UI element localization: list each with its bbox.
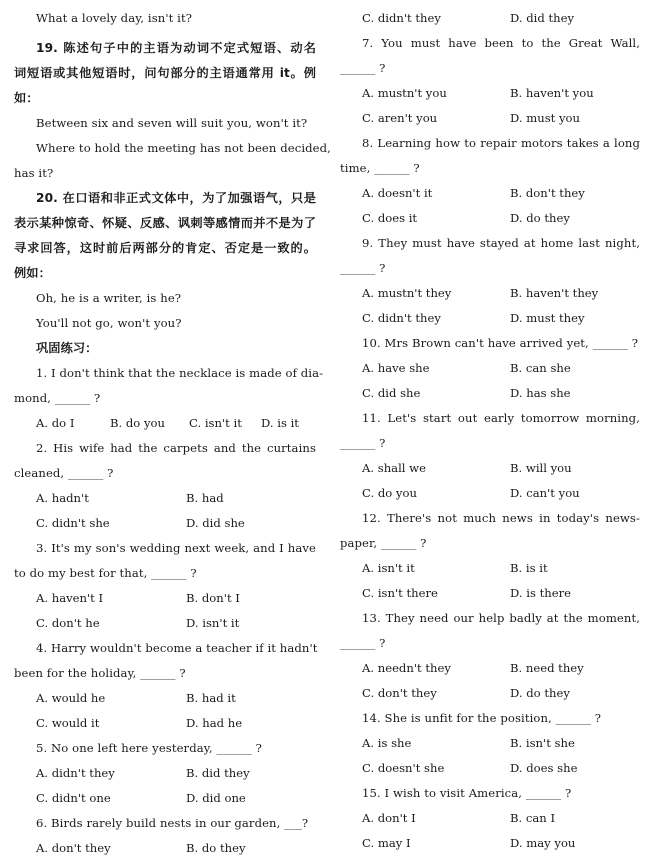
option-c: C. didn't they <box>362 311 441 325</box>
option-a: A. haven't I <box>36 591 104 605</box>
option-c: C. do you <box>362 486 417 500</box>
question-stem: 1. I don't think that the necklace is made of dia- <box>36 366 324 380</box>
option-c: C. may I <box>362 836 411 850</box>
option-b: B. don't I <box>186 591 240 605</box>
option-b: B. need they <box>510 661 584 675</box>
question-stem: 15. I wish to visit America, ______ ? <box>362 786 572 800</box>
option-d: D. is it <box>261 416 299 430</box>
rule-19-line-1: 19. 陈述句子中的主语为动词不定式短语、动名 <box>36 41 316 55</box>
option-c: C. don't they <box>362 686 437 700</box>
option-c: C. aren't you <box>362 111 438 125</box>
option-d: D. may you <box>510 836 576 850</box>
option-c: C. didn't one <box>36 791 111 805</box>
option-d: D. isn't it <box>186 616 240 630</box>
option-d: D. did they <box>510 11 575 25</box>
option-a: A. do I <box>36 416 75 430</box>
question-stem: ______ ? <box>340 261 386 275</box>
question-stem: 5. No one left here yesterday, ______ ? <box>36 741 262 755</box>
example-sentence: has it? <box>14 166 54 180</box>
option-c: C. don't he <box>36 616 100 630</box>
question-stem: ______ ? <box>340 61 386 75</box>
question-stem: 10. Mrs Brown can't have arrived yet, ______ ? <box>362 336 639 350</box>
option-b: B. had it <box>186 691 236 705</box>
option-a: A. mustn't you <box>362 86 447 100</box>
option-a: A. shall we <box>362 461 426 475</box>
option-a: A. don't I <box>362 811 416 825</box>
option-d: D. must they <box>510 311 585 325</box>
option-d: D. had he <box>186 716 243 730</box>
option-a: A. have she <box>362 361 430 375</box>
option-c: C. isn't there <box>362 586 438 600</box>
option-d: D. does she <box>510 761 578 775</box>
option-a: A. isn't it <box>362 561 415 575</box>
option-a: A. is she <box>362 736 412 750</box>
option-d: D. do they <box>510 686 570 700</box>
example-sentence: Oh, he is a writer, is he? <box>36 291 182 305</box>
option-b: B. do they <box>186 841 246 855</box>
question-stem: 4. Harry wouldn't become a teacher if it hadn't <box>36 641 318 655</box>
question-stem: 14. She is unfit for the position, ______ ? <box>362 711 602 725</box>
option-a: A. needn't they <box>362 661 451 675</box>
option-b: B. did they <box>186 766 250 780</box>
option-a: A. didn't they <box>36 766 115 780</box>
rule-20-line-1: 20. 在口语和非正式文体中，为了加强语气，只是 <box>36 191 316 205</box>
option-a: A. would he <box>36 691 106 705</box>
example-sentence: Where to hold the meeting has not been decided, <box>36 141 331 155</box>
option-b: B. is it <box>510 561 548 575</box>
question-stem: 6. Birds rarely build nests in our garden, ___? <box>36 816 309 830</box>
option-b: B. can I <box>510 811 556 825</box>
option-c: C. didn't they <box>362 11 441 25</box>
option-b: B. will you <box>510 461 572 475</box>
question-stem: 11. Let's start out early tomorrow morning, <box>362 411 640 425</box>
option-d: D. do they <box>510 211 570 225</box>
question-stem: to do my best for that, ______ ? <box>14 566 197 580</box>
option-b: B. isn't she <box>510 736 575 750</box>
rule-19-line-3: 如： <box>14 91 39 105</box>
question-stem: been for the holiday, ______ ? <box>14 666 186 680</box>
option-c: C. would it <box>36 716 100 730</box>
option-b: B. had <box>186 491 224 505</box>
option-c: C. doesn't she <box>362 761 445 775</box>
example-sentence: What a lovely day, isn't it? <box>36 11 193 25</box>
option-b: B. haven't you <box>510 86 594 100</box>
question-stem: ______ ? <box>340 436 386 450</box>
rule-19-line-2: 词短语或其他短语时，问句部分的主语通常用 it。例 <box>14 66 316 80</box>
question-stem: time, ______ ? <box>340 161 420 175</box>
question-stem: 3. It's my son's wedding next week, and I have <box>36 541 316 555</box>
option-b: B. can she <box>510 361 571 375</box>
rule-20-line-3: 寻求回答，这时前后两部分的肯定、否定是一致的。 <box>14 241 316 255</box>
option-a: A. doesn't it <box>362 186 433 200</box>
question-stem: 12. There's not much news in today's news- <box>362 511 640 525</box>
question-stem: 7. You must have been to the Great Wall, <box>362 36 640 50</box>
option-d: D. must you <box>510 111 581 125</box>
option-a: A. mustn't they <box>362 286 452 300</box>
option-d: D. did she <box>186 516 245 530</box>
option-d: D. can't you <box>510 486 580 500</box>
option-a: A. don't they <box>36 841 111 855</box>
example-sentence: Between six and seven will suit you, won't it? <box>36 116 308 130</box>
example-sentence: You'll not go, won't you? <box>36 316 182 330</box>
option-c: C. didn't she <box>36 516 110 530</box>
practice-heading: 巩固练习： <box>36 341 98 355</box>
option-d: D. is there <box>510 586 571 600</box>
question-stem: cleaned, ______ ? <box>14 466 114 480</box>
option-c: C. does it <box>362 211 418 225</box>
option-b: B. don't they <box>510 186 585 200</box>
question-stem: ______ ? <box>340 636 386 650</box>
option-d: D. did one <box>186 791 246 805</box>
option-c: C. isn't it <box>189 416 242 430</box>
question-stem: 8. Learning how to repair motors takes a long <box>362 136 640 150</box>
question-stem: 13. They need our help badly at the moment, <box>362 611 640 625</box>
rule-20-line-2: 表示某种惊奇、怀疑、反感、讽刺等感情而并不是为了 <box>14 216 316 230</box>
rule-20-line-4: 例如： <box>14 266 51 280</box>
question-stem: paper, ______ ? <box>340 536 427 550</box>
option-b: B. do you <box>110 416 165 430</box>
option-a: A. hadn't <box>36 491 89 505</box>
option-d: D. has she <box>510 386 571 400</box>
option-c: C. did she <box>362 386 421 400</box>
option-b: B. haven't they <box>510 286 599 300</box>
question-stem: mond, ______ ? <box>14 391 101 405</box>
question-stem: 9. They must have stayed at home last night, <box>362 236 640 250</box>
question-stem: 2. His wife had the carpets and the curtains <box>36 441 316 455</box>
